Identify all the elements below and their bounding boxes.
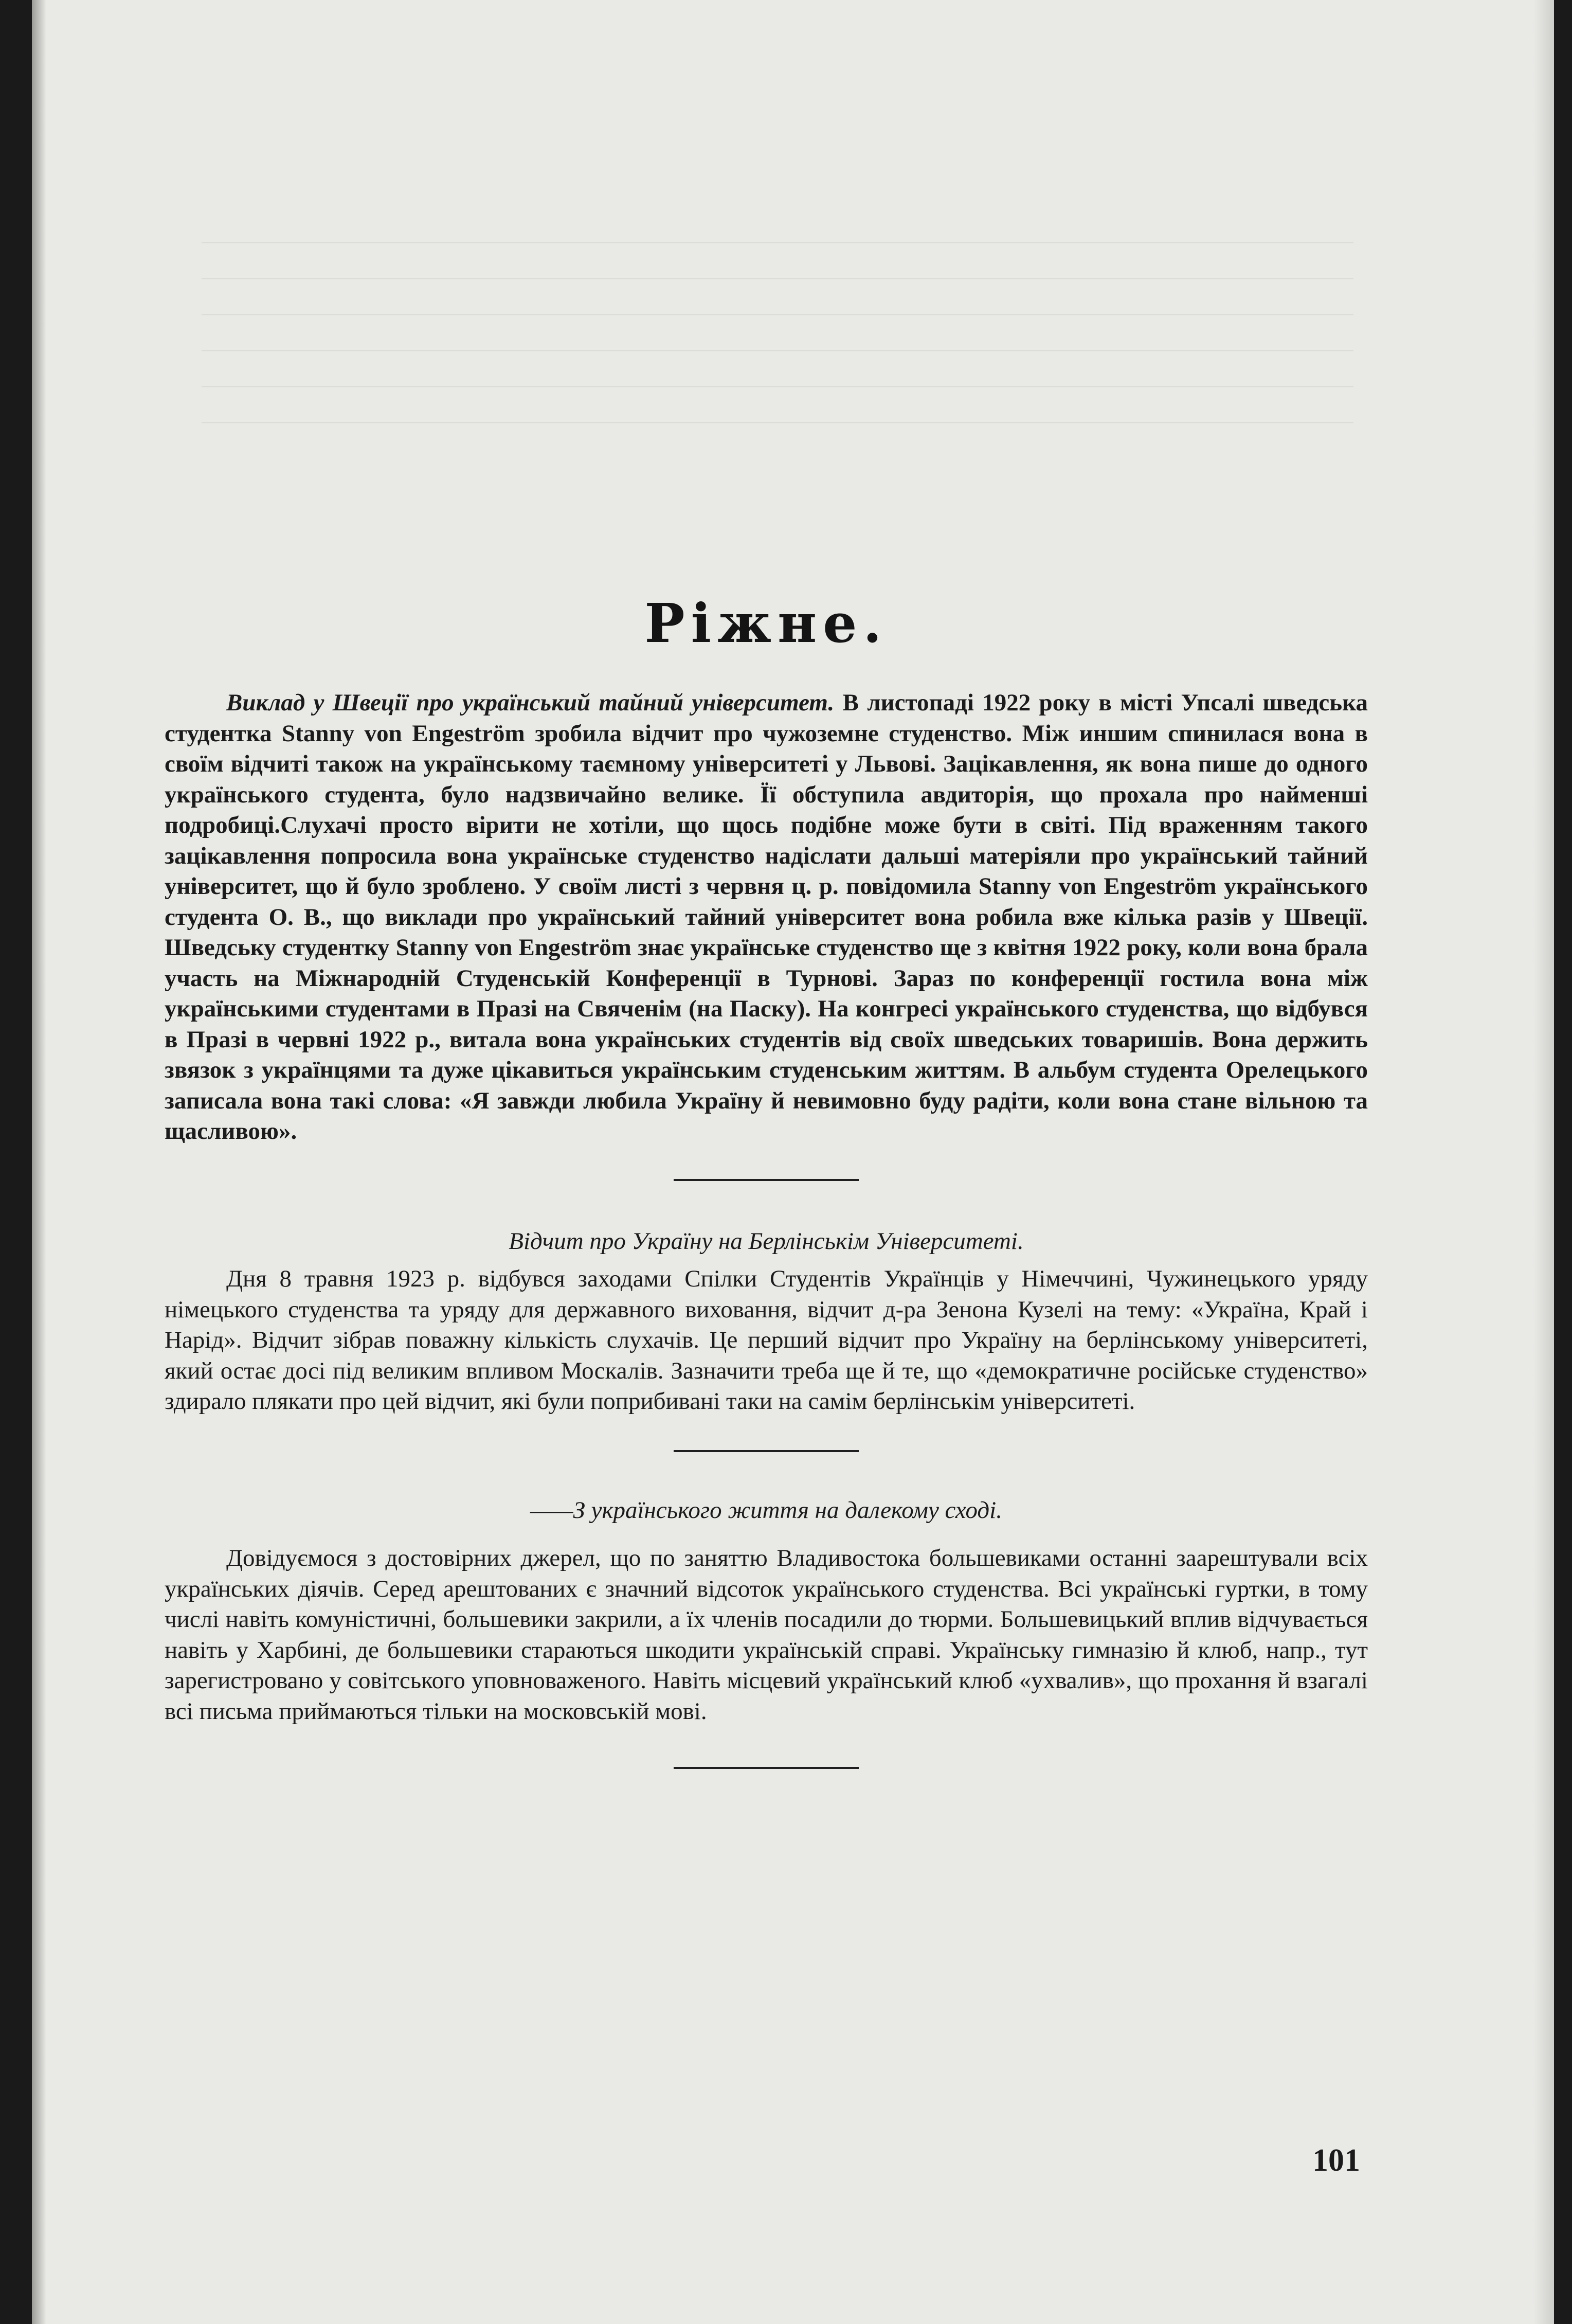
article-sweden-body: В листопаді 1922 року в місті Упсалі шведська студентка Stanny von Engeström зробила відчит про чужоземне студенство. Між иншим спинилася вона в своїм відчиті також на українському таємному університеті у Львові. Зацікавлення, як вона пише до одного українського студента, було надзвичайно велике. Її обступила авдиторія, що прохала про найменші подробиці.Слухачі просто вірити не хотіли, що щось подібне може бути в світі. Під враженням такого зацікавлення попросила вона українське студенство надіслати дальші матеріяли про український тайний університет, що й було зроблено. У своїм листі з червня ц. р. повідомила Stanny von Engeström українського студента О. В., що виклади про український тайний університет вона робила вже кілька разів у Швеції. Шведську студентку Stanny von Engeström знає українське студенство ще з квітня 1922 року, коли вона брала участь на Міжнародній Студенській Конференції в Турнові. Зараз по конференції гостила вона між українськими студентами в Празі на Свяченім (на Паску). На конгресі українського студенства, що відбувся в Празі в червні 1922 р., витала вона українських студентів від своїх шведських товаришів. Вона держить звязок з українцями та дуже цікавиться українським студенським життям. В альбум студента Орелецького записала вона такі слова: «Я завжди любила Україну й невимовно буду радіти, коли вона стане вільною та щасливою».	[165, 689, 1368, 1145]
bleed-through	[202, 350, 1353, 351]
section-divider	[674, 1179, 859, 1181]
article-sweden-lead: Виклад у Швеції про український тайний університет.	[226, 689, 835, 716]
page-content	[165, 592, 1368, 1769]
bleed-through	[202, 422, 1353, 423]
bleed-through	[202, 386, 1353, 387]
section-divider	[674, 1767, 859, 1769]
article-far-east-body: Довідуємося з достовірних джерел, що по заняттю Владивостока большевиками останні заарештували всіх українських діячів. Серед арештованих є значний відсоток українського студенства. Всі українські гуртки, в тому числі навіть комуністичні, большевики закрили, а їх членів посадили до тюрми. Большевицький вплив відчувається навіть у Харбині, де большевики стараються шкодити українській справі. Українську гимназію й клюб, напр., тут зарегистровано у совітського уповноваженого. Навіть місцевий український клюб «ухвалив», що прохання й взагалі всі письма приймаються тільки на московській мові.	[165, 1545, 1368, 1725]
bleed-through	[202, 242, 1353, 243]
page	[32, 0, 1554, 2324]
section-divider	[674, 1450, 859, 1452]
page-title: Ріжне.	[644, 592, 888, 655]
bleed-through	[202, 278, 1353, 279]
article-berlin-body: Дня 8 травня 1923 р. відбувся заходами Спілки Студентів Українців у Німеччині, Чужинецького уряду німецького студенства та уряду для державного виховання, відчит д-ра Зенона Кузелі на тему: «Україна, Край і Нарід». Відчит зібрав поважну кількість слухачів. Це перший відчит про Україну на берлінському університеті, який остає досі під великим впливом Москалів. Зазначити треба ще й те, що «демократичне російське студенство» здирало плякати про цей відчит, які були поприбивані таки на самім берлінськім університеті.	[165, 1265, 1368, 1415]
page-edge	[1533, 0, 1554, 2324]
spine-shadow	[32, 0, 46, 2324]
article-far-east-heading: ——З українського життя на далекому сході.	[530, 1496, 1002, 1524]
bleed-through	[202, 314, 1353, 315]
article-berlin-heading: Відчит про Україну на Берлінськім Університеті.	[509, 1227, 1024, 1255]
article-sweden	[165, 688, 1368, 1147]
page-number: 101	[1312, 2143, 1360, 2178]
